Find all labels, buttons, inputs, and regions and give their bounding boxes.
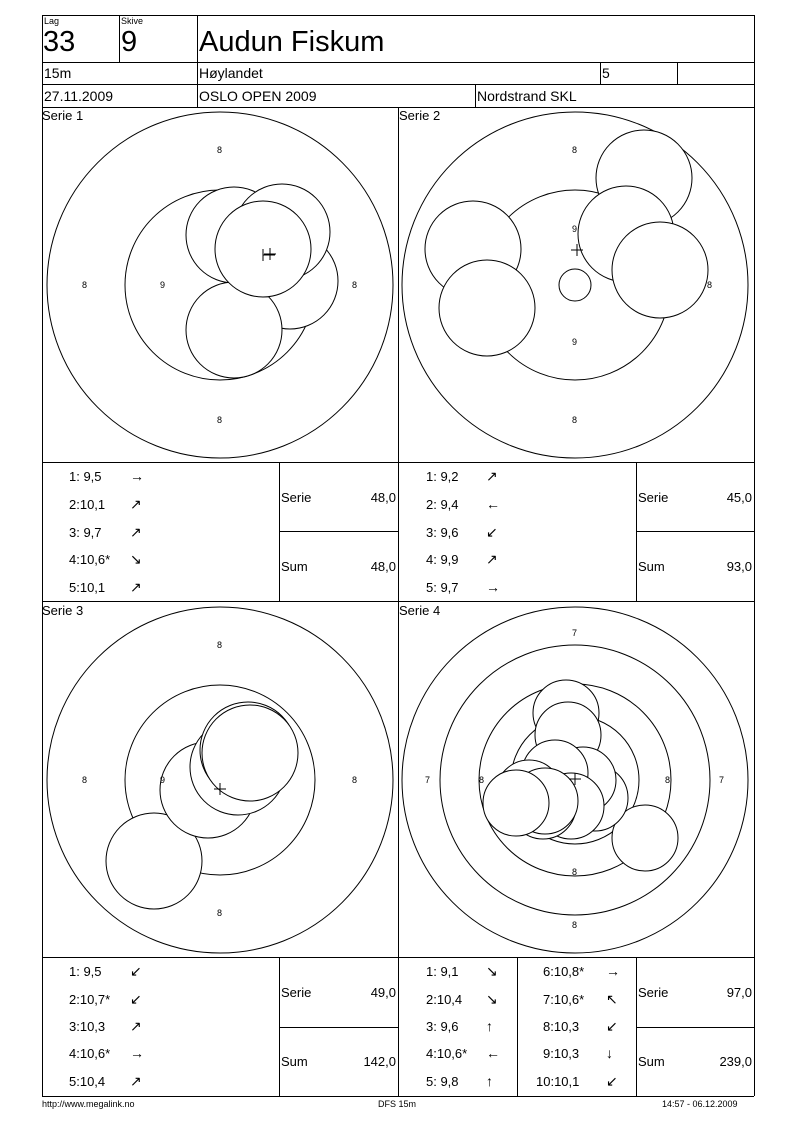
shot-score: 1: 9,1: [426, 964, 459, 979]
lag-value: 33: [43, 26, 76, 58]
shot-direction-icon: ↙: [606, 1018, 618, 1034]
sum-label: Sum: [281, 559, 308, 574]
ring-label: 9: [572, 337, 578, 347]
footer-center: DFS 15m: [378, 1099, 417, 1109]
grid-line: [279, 531, 398, 532]
shot-score: 9:10,3: [543, 1046, 580, 1061]
shot-score: 4: 9,9: [426, 552, 459, 567]
shot-direction-icon: →: [606, 963, 620, 979]
skive-label: Skive: [121, 16, 144, 26]
ring-label: 9: [572, 224, 578, 234]
ring-label: 8: [572, 920, 578, 930]
shot-direction-icon: →: [130, 1045, 144, 1061]
serie-1-title: Serie 1: [42, 108, 84, 123]
shot-direction-icon: ←: [486, 1045, 500, 1061]
shot-direction-icon: ↗: [130, 1018, 142, 1034]
shot-score: 1: 9,5: [69, 469, 102, 484]
shot-score: 5:10,4: [69, 1074, 106, 1089]
shot-score: 2: 9,4: [426, 497, 459, 512]
ring-label: 8: [479, 775, 485, 785]
serie-label: Serie: [281, 985, 312, 1000]
ring-label: 8: [82, 280, 88, 290]
shooter-name: Audun Fiskum: [199, 26, 385, 58]
class: 5: [602, 65, 610, 81]
shot-score: 2:10,1: [69, 497, 106, 512]
shot-score: 8:10,3: [543, 1019, 580, 1034]
grid-line: [636, 531, 754, 532]
serie-value: 49,0: [370, 985, 396, 1000]
shot-score: 5: 9,7: [426, 580, 459, 595]
ring-label: 9: [160, 775, 166, 785]
serie-3-title: Serie 3: [42, 603, 84, 618]
serie-value: 45,0: [726, 490, 752, 505]
sum-value: 93,0: [726, 559, 752, 574]
grid-line: [600, 62, 601, 84]
grid-line: [42, 84, 754, 85]
ring-label: 8: [572, 867, 578, 877]
grid-line: [42, 957, 754, 958]
ring-label: 8: [82, 775, 88, 785]
shot-hole: [483, 770, 549, 836]
shot-score: 6:10,8*: [543, 964, 585, 979]
serie-label: Serie: [638, 985, 669, 1000]
shot-score: 1: 9,2: [426, 469, 459, 484]
grid-line: [42, 62, 754, 63]
shot-score: 1: 9,5: [69, 964, 102, 979]
ring-label: 8: [217, 640, 223, 650]
event-name: OSLO OPEN 2009: [199, 88, 317, 104]
club: Høylandet: [199, 65, 263, 81]
ring-label: 7: [425, 775, 431, 785]
ring-label: 8: [665, 775, 671, 785]
shot-score: 5: 9,8: [426, 1074, 459, 1089]
shot-score: 3:10,3: [69, 1019, 106, 1034]
shot-direction-icon: ↖: [606, 991, 618, 1007]
shot-direction-icon: ↘: [486, 991, 498, 1007]
sum-value: 48,0: [370, 559, 396, 574]
ring-label: 8: [217, 415, 223, 425]
serie-2-target: [399, 108, 754, 462]
ring-label: 7: [719, 775, 725, 785]
shot-score: 4:10,6*: [69, 552, 111, 567]
serie-4-target: [399, 603, 754, 957]
shot-score: 4:10,6*: [426, 1046, 468, 1061]
shot-score: 2:10,4: [426, 992, 463, 1007]
grid-line: [197, 15, 198, 107]
serie-4-title: Serie 4: [399, 603, 441, 618]
grid-line: [279, 1027, 398, 1028]
serie-label: Serie: [638, 490, 669, 505]
shot-direction-icon: ↙: [486, 524, 498, 540]
shot-direction-icon: ↙: [130, 963, 142, 979]
skive-value: 9: [121, 26, 138, 58]
shot-direction-icon: ↙: [130, 991, 142, 1007]
serie-value: 97,0: [726, 985, 752, 1000]
ring-label: 9: [160, 280, 166, 290]
organizer: Nordstrand SKL: [477, 88, 577, 104]
serie-2-title: Serie 2: [399, 108, 441, 123]
distance: 15m: [44, 65, 72, 81]
shot-direction-icon: ↗: [130, 524, 142, 540]
shot-score: 5:10,1: [69, 580, 106, 595]
ring-label: 7: [572, 628, 578, 638]
shot-hole: [439, 260, 535, 356]
shot-direction-icon: →: [130, 468, 144, 484]
shot-direction-icon: ↘: [486, 963, 498, 979]
ring-label: 8: [352, 280, 358, 290]
shot-direction-icon: ↘: [130, 551, 142, 567]
shot-hole: [202, 705, 298, 801]
serie-1-target: [42, 108, 398, 462]
lag-label: Lag: [44, 16, 60, 26]
footer-url[interactable]: http://www.megalink.no: [42, 1099, 135, 1109]
shot-direction-icon: →: [486, 579, 500, 595]
sum-value: 142,0: [363, 1054, 396, 1069]
shot-direction-icon: ↑: [486, 1073, 493, 1089]
grid-line: [42, 601, 754, 602]
ring-label: 8: [217, 145, 223, 155]
shot-score: 10:10,1: [536, 1074, 580, 1089]
grid-line: [475, 84, 476, 107]
shot-score: 3: 9,7: [69, 525, 102, 540]
grid-line: [42, 15, 754, 16]
sum-label: Sum: [638, 1054, 665, 1069]
shot-direction-icon: ↗: [130, 579, 142, 595]
ring-10: [559, 269, 591, 301]
grid-line: [754, 15, 755, 1096]
shot-hole: [612, 222, 708, 318]
ring-label: 8: [217, 908, 223, 918]
serie-3-target: [42, 603, 398, 957]
date: 27.11.2009: [44, 88, 114, 104]
shot-score: 3: 9,6: [426, 1019, 459, 1034]
grid-line: [42, 462, 754, 463]
shot-direction-icon: ↗: [130, 496, 142, 512]
ring-label: 8: [707, 280, 713, 290]
shot-direction-icon: ↑: [486, 1018, 493, 1034]
grid-line: [677, 62, 678, 84]
grid-line: [42, 1096, 754, 1097]
shot-direction-icon: ↓: [606, 1045, 613, 1061]
shot-direction-icon: ←: [486, 496, 500, 512]
shot-direction-icon: ↗: [486, 468, 498, 484]
footer-timestamp: 14:57 - 06.12.2009: [662, 1099, 738, 1109]
shot-direction-icon: ↗: [486, 551, 498, 567]
shot-score: 3: 9,6: [426, 525, 459, 540]
serie-label: Serie: [281, 490, 312, 505]
serie-value: 48,0: [370, 490, 396, 505]
ring-label: 8: [572, 145, 578, 155]
sum-label: Sum: [281, 1054, 308, 1069]
ring-label: 8: [572, 415, 578, 425]
grid-line: [119, 15, 120, 62]
shot-direction-icon: ↙: [606, 1073, 618, 1089]
shot-direction-icon: ↗: [130, 1073, 142, 1089]
ring-label: 8: [352, 775, 358, 785]
shot-score: 4:10,6*: [69, 1046, 111, 1061]
grid-line: [636, 1027, 754, 1028]
shot-score: 2:10,7*: [69, 992, 111, 1007]
shot-score: 7:10,6*: [543, 992, 585, 1007]
sum-label: Sum: [638, 559, 665, 574]
sum-value: 239,0: [719, 1054, 752, 1069]
grid-line: [517, 957, 518, 1096]
